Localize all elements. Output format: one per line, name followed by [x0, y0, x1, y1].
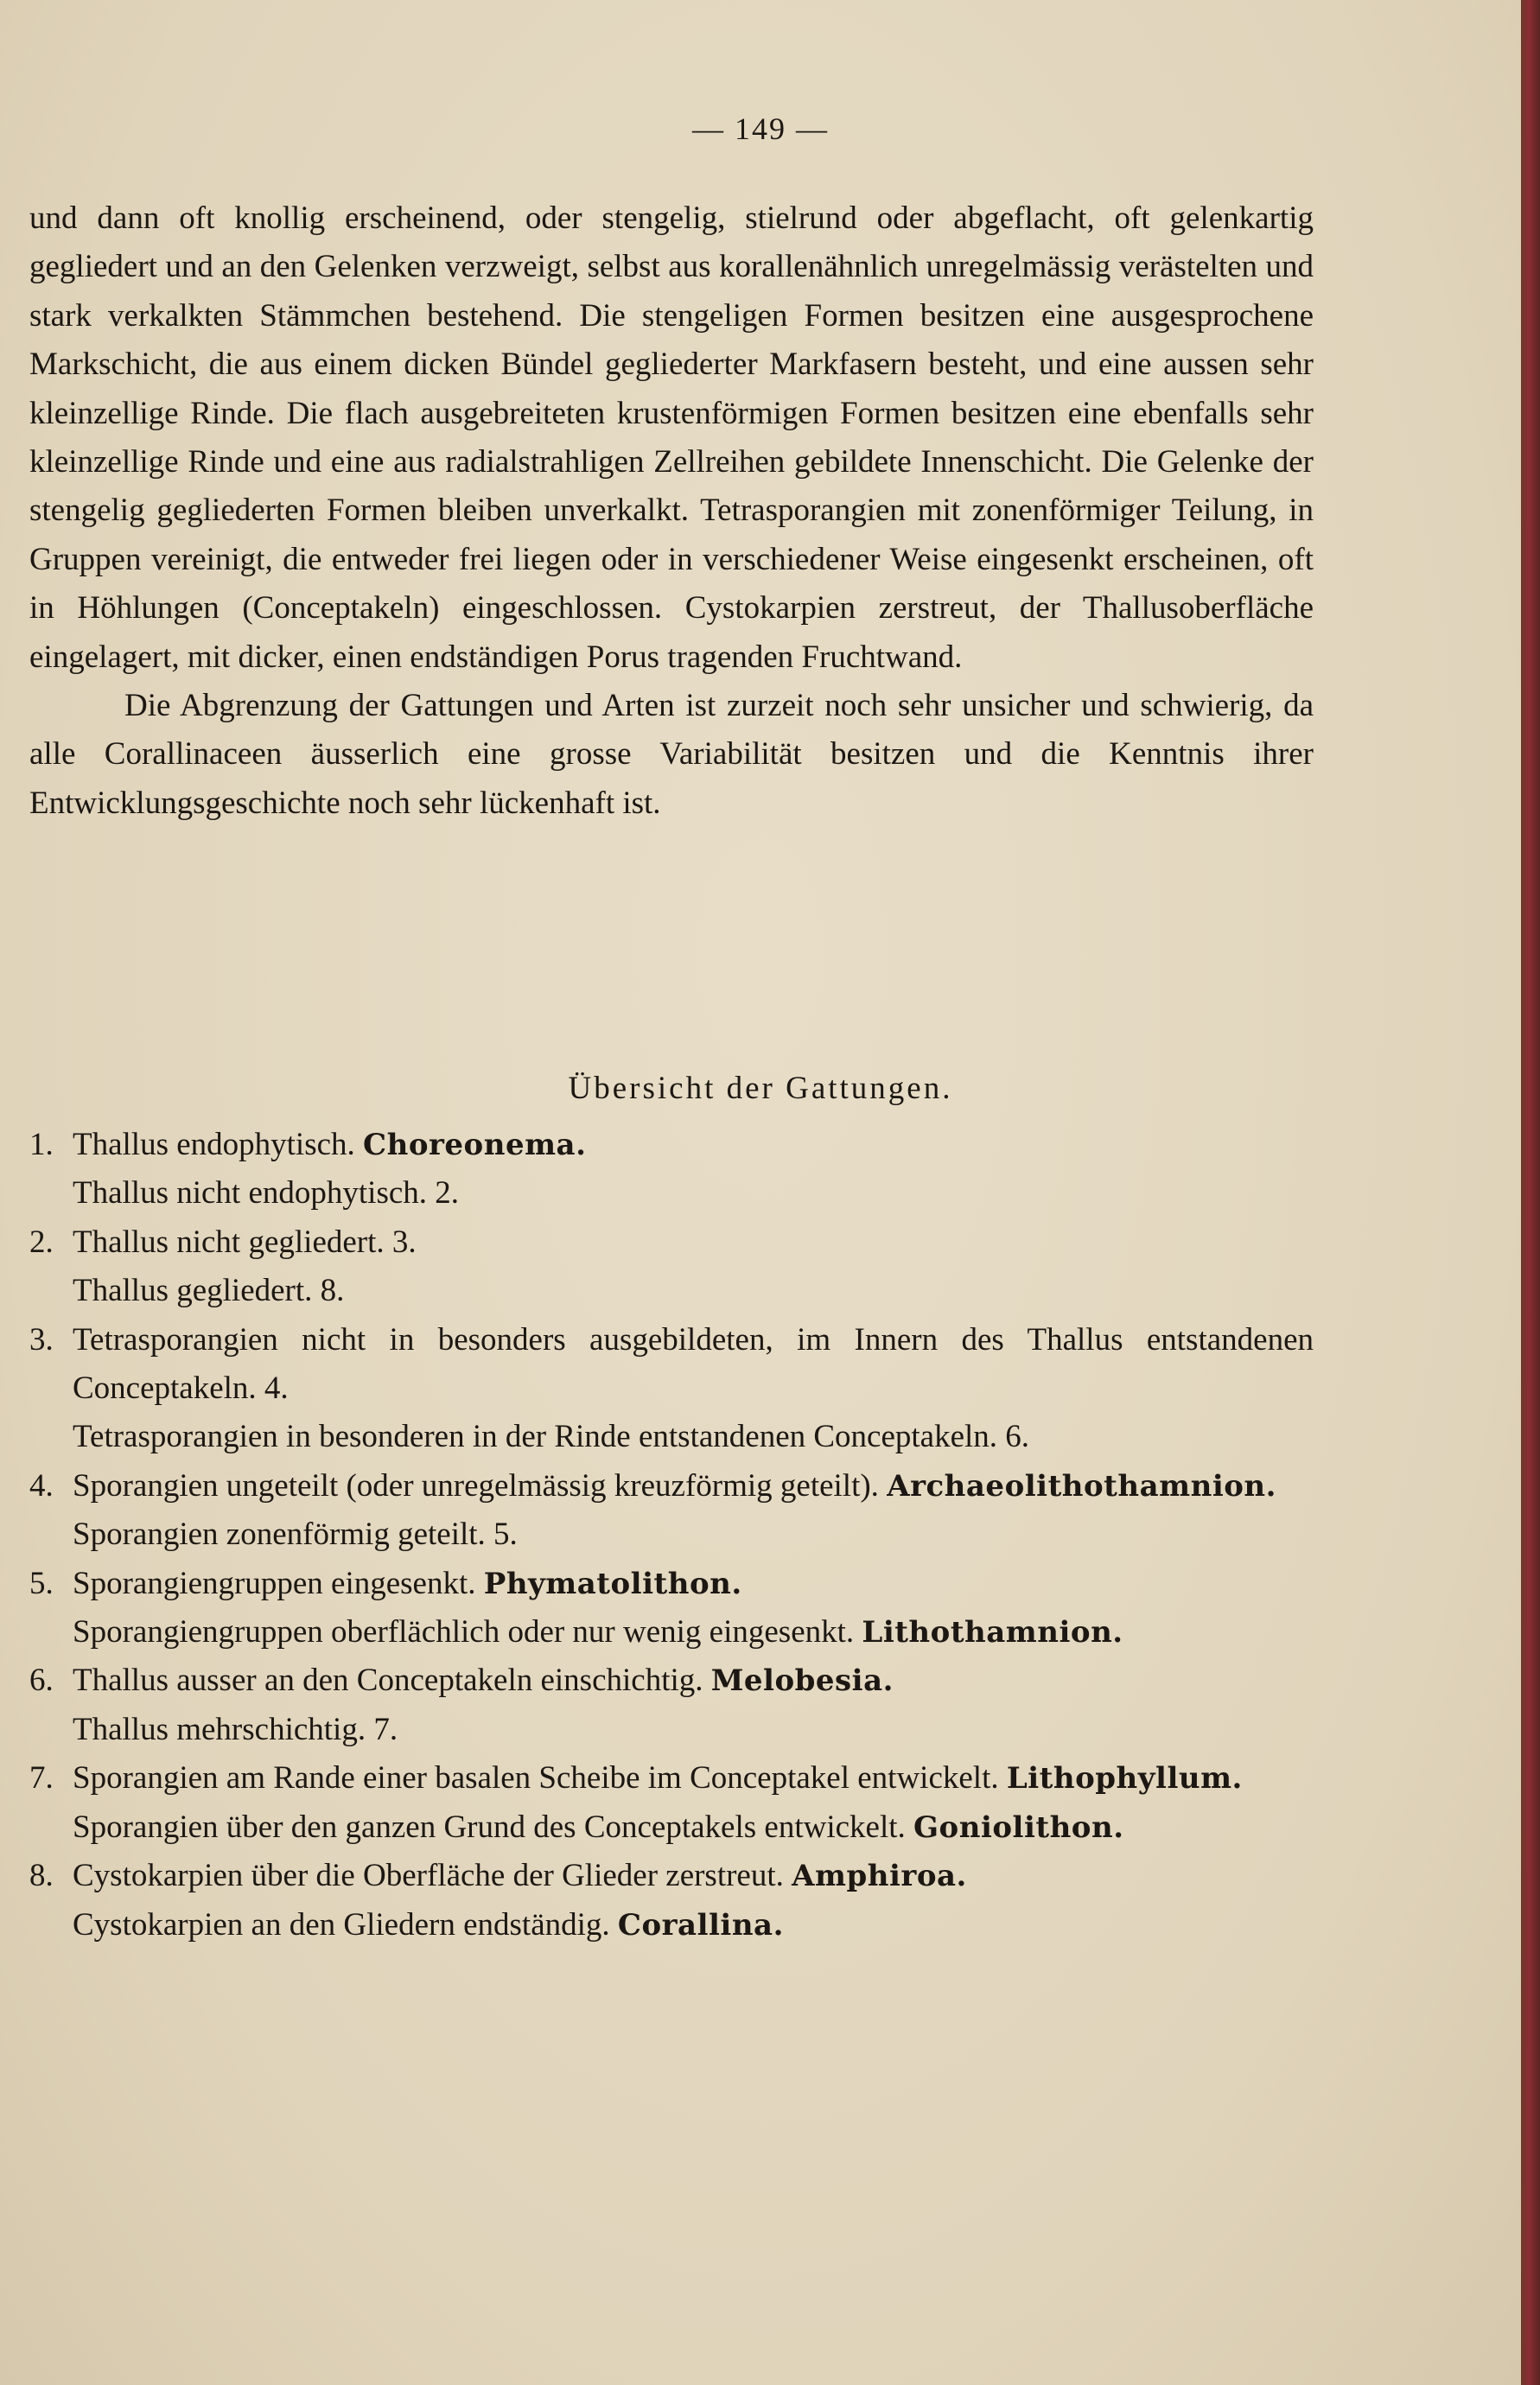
key-text: Sporangien ungeteilt (oder unregelmässig kreuzförmig geteilt). [73, 1467, 879, 1504]
key-text: Sporangiengruppen oberflächlich oder nur wenig eingesenkt. [73, 1614, 855, 1650]
key-text: Thallus gegliedert. 8. [73, 1273, 345, 1309]
genus-name: Archaeolithothamnion. [887, 1468, 1276, 1504]
genus-name: Lithothamnion. [862, 1615, 1123, 1650]
section-heading: Übersicht der Gattungen. [568, 1071, 953, 1106]
key-text: Thallus nicht endophytisch. 2. [73, 1175, 460, 1212]
body-text [29, 194, 1314, 828]
genus-name: Goniolithon. [913, 1809, 1124, 1845]
key-text: Thallus nicht gegliedert. 3. [73, 1224, 417, 1260]
key-text: Sporangiengruppen eingesenkt. [73, 1565, 476, 1601]
key-text: Thallus mehrschichtig. 7. [73, 1711, 398, 1747]
key-number: 4. [29, 1467, 54, 1504]
key-entry [29, 1267, 1314, 1315]
key-entry [29, 1560, 1314, 1608]
key-text: Tetrasporangien nicht in besonders ausgebildeten, im Innern des Thallus entstandenen Conceptakeln. 4. [73, 1321, 1314, 1407]
key-text: Sporangien zonenförmig geteilt. 5. [73, 1517, 518, 1553]
key-number: 8. [29, 1858, 54, 1894]
key-entry [29, 1706, 1314, 1754]
key-text: Tetrasporangien in besonderen in der Rinde entstandenen Conceptakeln. 6. [73, 1419, 1030, 1455]
key-number: 5. [29, 1565, 54, 1601]
genus-name: Lithophyllum. [1006, 1761, 1243, 1797]
key-number: 1. [29, 1127, 54, 1162]
genus-key [29, 1121, 1314, 1949]
key-entry [29, 1754, 1314, 1803]
key-entry [29, 1901, 1314, 1949]
key-entry [29, 1316, 1314, 1414]
key-entry [29, 1413, 1314, 1461]
genus-name: Choreonema. [363, 1128, 587, 1162]
key-entry [29, 1121, 1314, 1169]
key-entry [29, 1169, 1314, 1218]
page-number: — 149 — [692, 111, 829, 146]
genus-name: Phymatolithon. [483, 1566, 742, 1601]
key-number: 7. [29, 1760, 54, 1797]
genus-name: Melobesia. [710, 1663, 894, 1699]
key-number: 3. [29, 1321, 54, 1358]
book-edge [1521, 0, 1540, 2385]
genus-name: Corallina. [617, 1907, 784, 1943]
key-text: Sporangien über den ganzen Grund des Conceptakels entwickelt. [73, 1809, 906, 1845]
genus-name: Amphiroa. [792, 1859, 967, 1894]
key-entry [29, 1608, 1314, 1657]
key-number: 2. [29, 1224, 54, 1260]
key-entry [29, 1218, 1314, 1267]
key-text: Cystokarpien über die Oberfläche der Glieder zerstreut. [73, 1858, 784, 1894]
key-text: Thallus endophytisch. [73, 1127, 355, 1162]
key-entry [29, 1462, 1314, 1510]
key-text: Sporangien am Rande einer basalen Scheibe im Conceptakel entwickelt. [73, 1760, 999, 1797]
key-entry [29, 1803, 1314, 1852]
paragraph-classification-note: Die Abgrenzung der Gattungen und Arten ist zurzeit noch sehr unsicher und schwierig, da alle Corallinaceen äusserlich eine grosse Variabilität besitzen und die Kenntnis ihrer Entwicklungsgeschichte noch sehr lückenhaft ist. [29, 688, 1314, 821]
key-text: Cystokarpien an den Gliedern endständig. [73, 1906, 610, 1943]
key-entry [29, 1510, 1314, 1559]
key-entry [29, 1852, 1314, 1900]
key-text: Thallus ausser an den Conceptakeln einschichtig. [73, 1663, 703, 1699]
key-number: 6. [29, 1663, 54, 1699]
paragraph-description: und dann oft knollig erscheinend, oder stengelig, stielrund oder abgeflacht, oft gelenkartig gegliedert und an den Gelenken verzweigt, selbst aus korallenähnlich unregelmässig verästelten und stark verkalkten Stämmchen bestehend. Die stengeligen Formen besitzen eine ausgesprochene Markschicht, die aus einem dicken Bündel gegliederter Markfasern besteht, und eine aussen sehr kleinzellige Rinde. Die flach ausgebreiteten krustenförmigen Formen besitzen eine ebenfalls sehr kleinzellige Rinde und eine aus radialstrahligen Zellreihen gebildete Innenschicht. Die Gelenke der stengelig gegliederten Formen bleiben unverkalkt. Tetrasporangien mit zonenförmiger Teilung, in Gruppen vereinigt, die entweder frei liegen oder in verschiedener Weise eingesenkt erscheinen, oft in Höhlungen (Conceptakeln) eingeschlossen. Cystokarpien zerstreut, der Thallusoberfläche eingelagert, mit dicker, einen endständigen Porus tragenden Fruchtwand. [29, 200, 1314, 675]
key-entry [29, 1657, 1314, 1705]
